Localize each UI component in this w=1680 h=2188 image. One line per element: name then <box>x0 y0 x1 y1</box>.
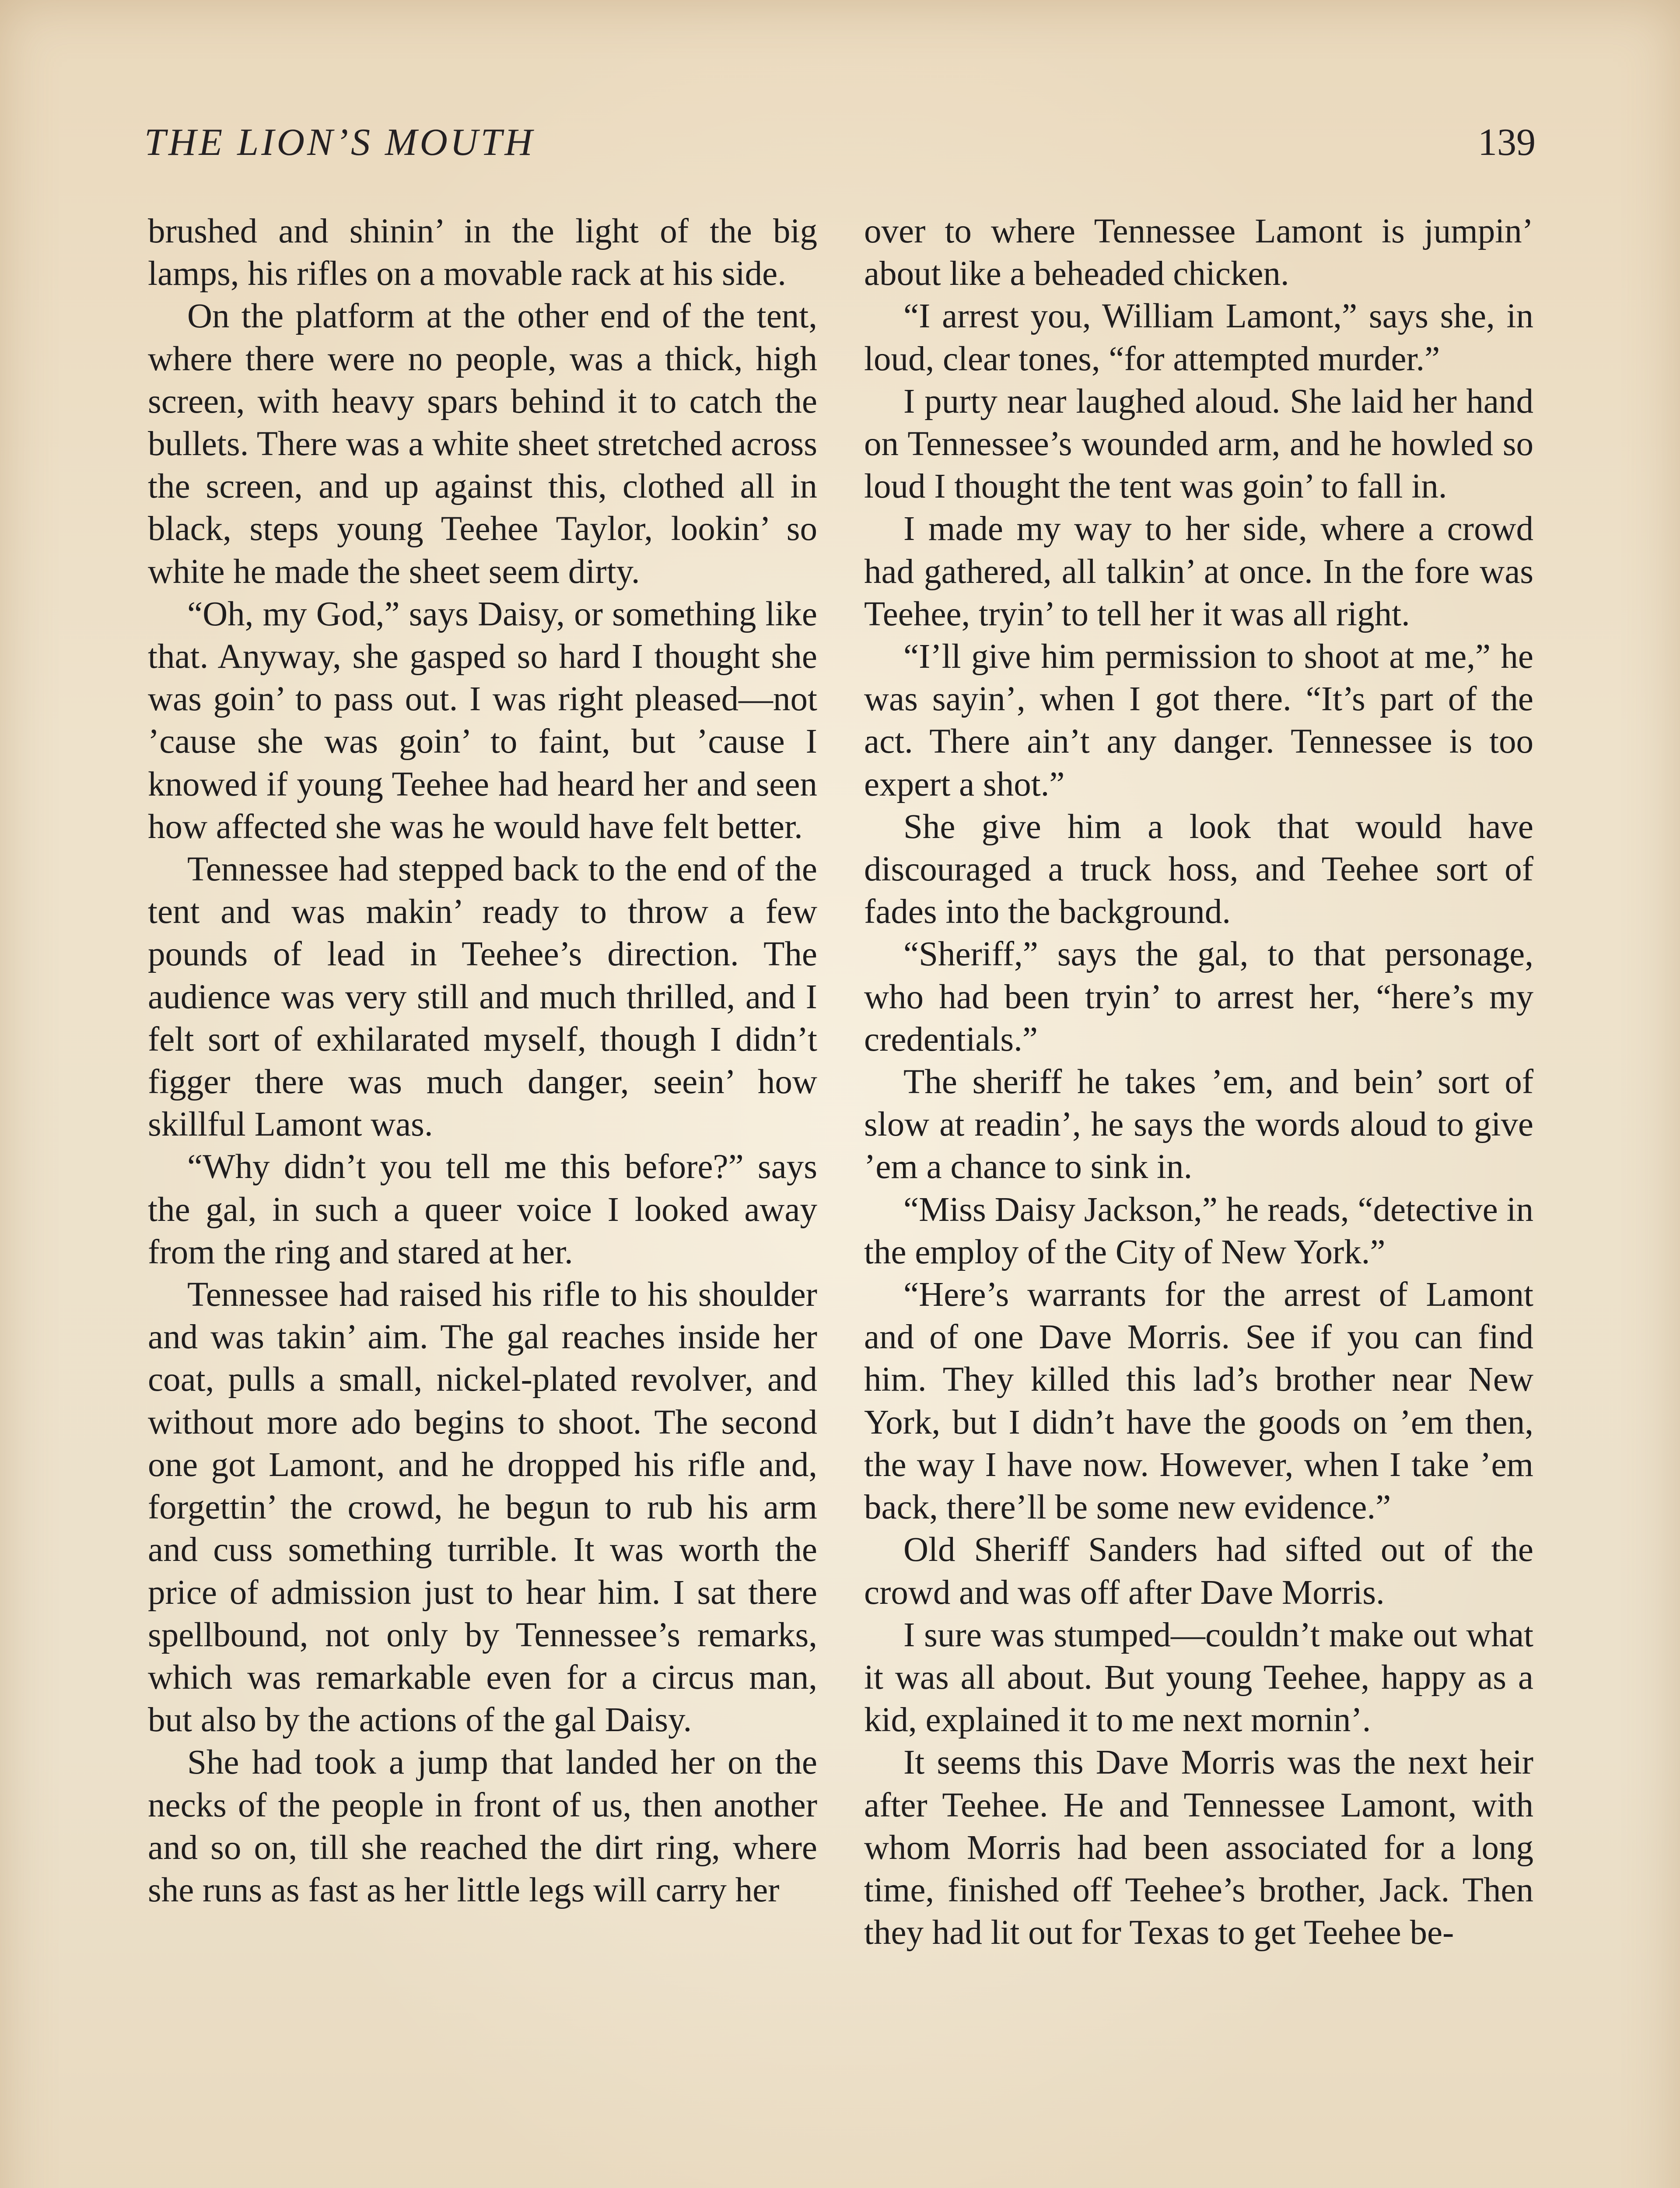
right-column <box>864 210 1533 2188</box>
paragraph: “Oh, my God,” says Daisy, or something like that. Anyway, she gasped so hard I thought she was goin’ to pass out. I was right pleased—not ’cause she was goin’ to faint, but ’cause I knowed if young Teehee had heard her and seen how affected she was he would have felt better. <box>148 595 817 846</box>
paragraph: It seems this Dave Morris was the next heir after Teehee. He and Tennessee Lamont, with whom Morris had been associated for a long time, finished off Teehee’s brother, Jack. Then they had lit out for Texas to get Teehee be- <box>864 1743 1533 1952</box>
paragraph: I purty near laughed aloud. She laid her hand on Tennessee’s wounded arm, and he howled so loud I thought the tent was goin’ to fall in. <box>864 382 1533 506</box>
page-number: 139 <box>1478 121 1536 164</box>
paragraph: I made my way to her side, where a crowd had gathered, all talkin’ at once. In the fore was Teehee, tryin’ to tell her it was all right. <box>864 510 1533 633</box>
paragraph: Tennessee had stepped back to the end of the tent and was makin’ ready to throw a few pounds of lead in Teehee’s direction. The audience was very still and much thrilled, and I felt sort of exhilarated myself, though I didn’t figger there was much danger, seein’ how skillful Lamont was. <box>148 850 817 1144</box>
paragraph: She give him a look that would have discouraged a truck hoss, and Teehee sort of fades into the background. <box>864 807 1533 931</box>
paragraph: On the platform at the other end of the tent, where there were no people, was a thick, high screen, with heavy spars behind it to catch the bullets. There was a white sheet stretched across the screen, and up against this, clothed all in black, steps young Teehee Taylor, lookin’ so white he made the sheet seem dirty. <box>148 297 817 591</box>
paragraph: “Miss Daisy Jackson,” he reads, “detective in the employ of the City of New York.” <box>864 1190 1533 1271</box>
paragraph: “I’ll give him permission to shoot at me,” he was sayin’, when I got there. “It’s part of the act. There ain’t any danger. Tennessee is too expert a shot.” <box>864 638 1533 803</box>
paragraph: The sheriff he takes ’em, and bein’ sort of slow at readin’, he says the words aloud to give ’em a chance to sink in. <box>864 1063 1533 1186</box>
left-column <box>148 210 817 2188</box>
paragraph: “Here’s warrants for the arrest of Lamont and of one Dave Morris. See if you can find him. They killed this lad’s brother near New York, but I didn’t have the goods on ’em then, the way I have now. However, when I take ’em back, there’ll be some new evidence.” <box>864 1276 1533 1527</box>
paragraph: brushed and shinin’ in the light of the big lamps, his rifles on a movable rack at his side. <box>148 212 817 293</box>
running-head: THE LION’S MOUTH <box>144 121 535 164</box>
paragraph: Old Sheriff Sanders had sifted out of the crowd and was off after Dave Morris. <box>864 1531 1533 1612</box>
paragraph: “Why didn’t you tell me this before?” says the gal, in such a queer voice I looked away from the ring and stared at her. <box>148 1148 817 1271</box>
paragraph: “Sheriff,” says the gal, to that personage, who had been tryin’ to arrest her, “here’s my credentials.” <box>864 935 1533 1059</box>
paragraph: “I arrest you, William Lamont,” says she, in loud, clear tones, “for attempted murder.” <box>864 297 1533 378</box>
paragraph: Tennessee had raised his rifle to his shoulder and was takin’ aim. The gal reaches inside her coat, pulls a small, nickel-plated revolver, and without more ado begins to shoot. The second one got Lamont, and he dropped his rifle and, forgettin’ the crowd, he begun to rub his arm and cuss something turrible. It was worth the price of admission just to hear him. I sat there spellbound, not only by Tennessee’s remarks, which was remarkable even for a circus man, but also by the actions of the gal Daisy. <box>148 1276 817 1739</box>
paragraph: over to where Tennessee Lamont is jumpin’ about like a beheaded chicken. <box>864 212 1533 293</box>
paragraph: I sure was stumped—couldn’t make out what it was all about. But young Teehee, happy as a kid, explained it to me next mornin’. <box>864 1616 1533 1739</box>
paragraph: She had took a jump that landed her on the necks of the people in front of us, then another and so on, till she reached the dirt ring, where she runs as fast as her little legs will carry her <box>148 1743 817 1909</box>
